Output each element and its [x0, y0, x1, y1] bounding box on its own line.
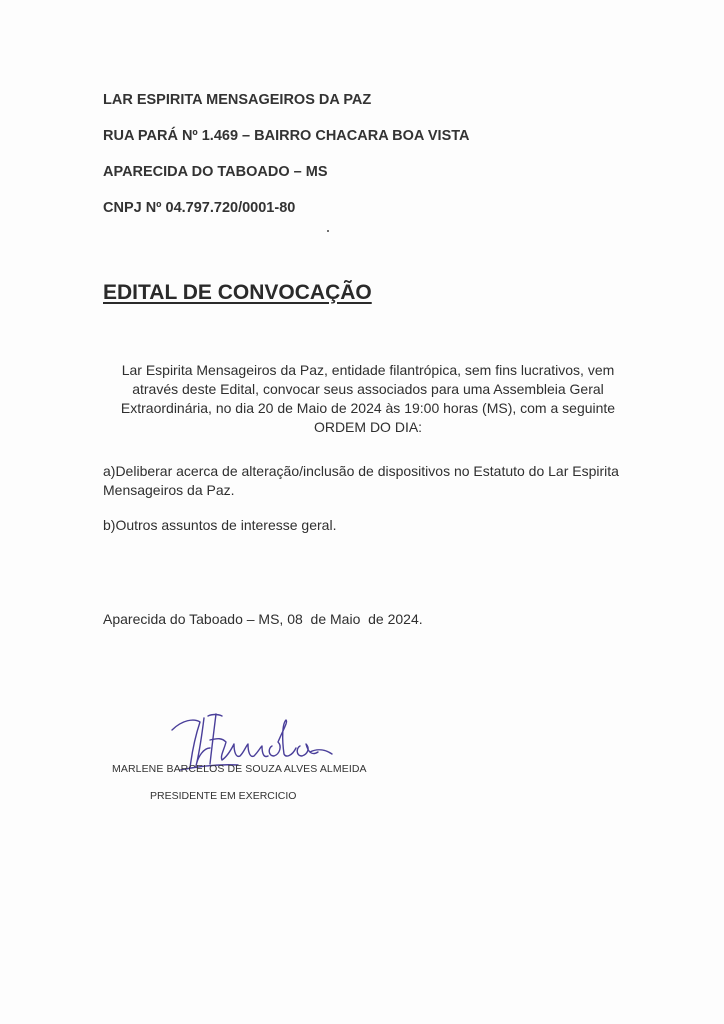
- org-city: APARECIDA DO TABOADO – MS: [103, 164, 328, 180]
- letterhead: [103, 90, 470, 234]
- org-name: LAR ESPIRITA MENSAGEIROS DA PAZ: [103, 92, 372, 108]
- agenda-item-b: b)Outros assuntos de interesse geral.: [103, 517, 337, 533]
- date-line: Aparecida do Taboado – MS, 08 de Maio de 2024.: [103, 611, 423, 627]
- scan-speck: [327, 230, 329, 232]
- org-cnpj: CNPJ Nº 04.797.720/0001-80: [103, 200, 296, 216]
- document-title: EDITAL DE CONVOCAÇÃO: [103, 281, 372, 304]
- signatory-name: MARLENE BARCELOS DE SOUZA ALVES ALMEIDA: [112, 763, 367, 775]
- agenda-item-a: a)Deliberar acerca de alteração/inclusão de dispositivos no Estatuto do Lar Espirita Mensageiros da Paz.: [103, 463, 619, 498]
- intro-paragraph: Lar Espirita Mensageiros da Paz, entidade filantrópica, sem fins lucrativos, vem através deste Edital, convocar seus associados para uma Assembleia Geral Extraordinária, no dia 20 de Maio de 2024 às 19:00 horas (MS), com a seguinte ORDEM DO DIA:: [120, 362, 616, 435]
- org-address: RUA PARÁ Nº 1.469 – BAIRRO CHACARA BOA VISTA: [103, 128, 470, 144]
- signatory-role: PRESIDENTE EM EXERCICIO: [150, 790, 297, 802]
